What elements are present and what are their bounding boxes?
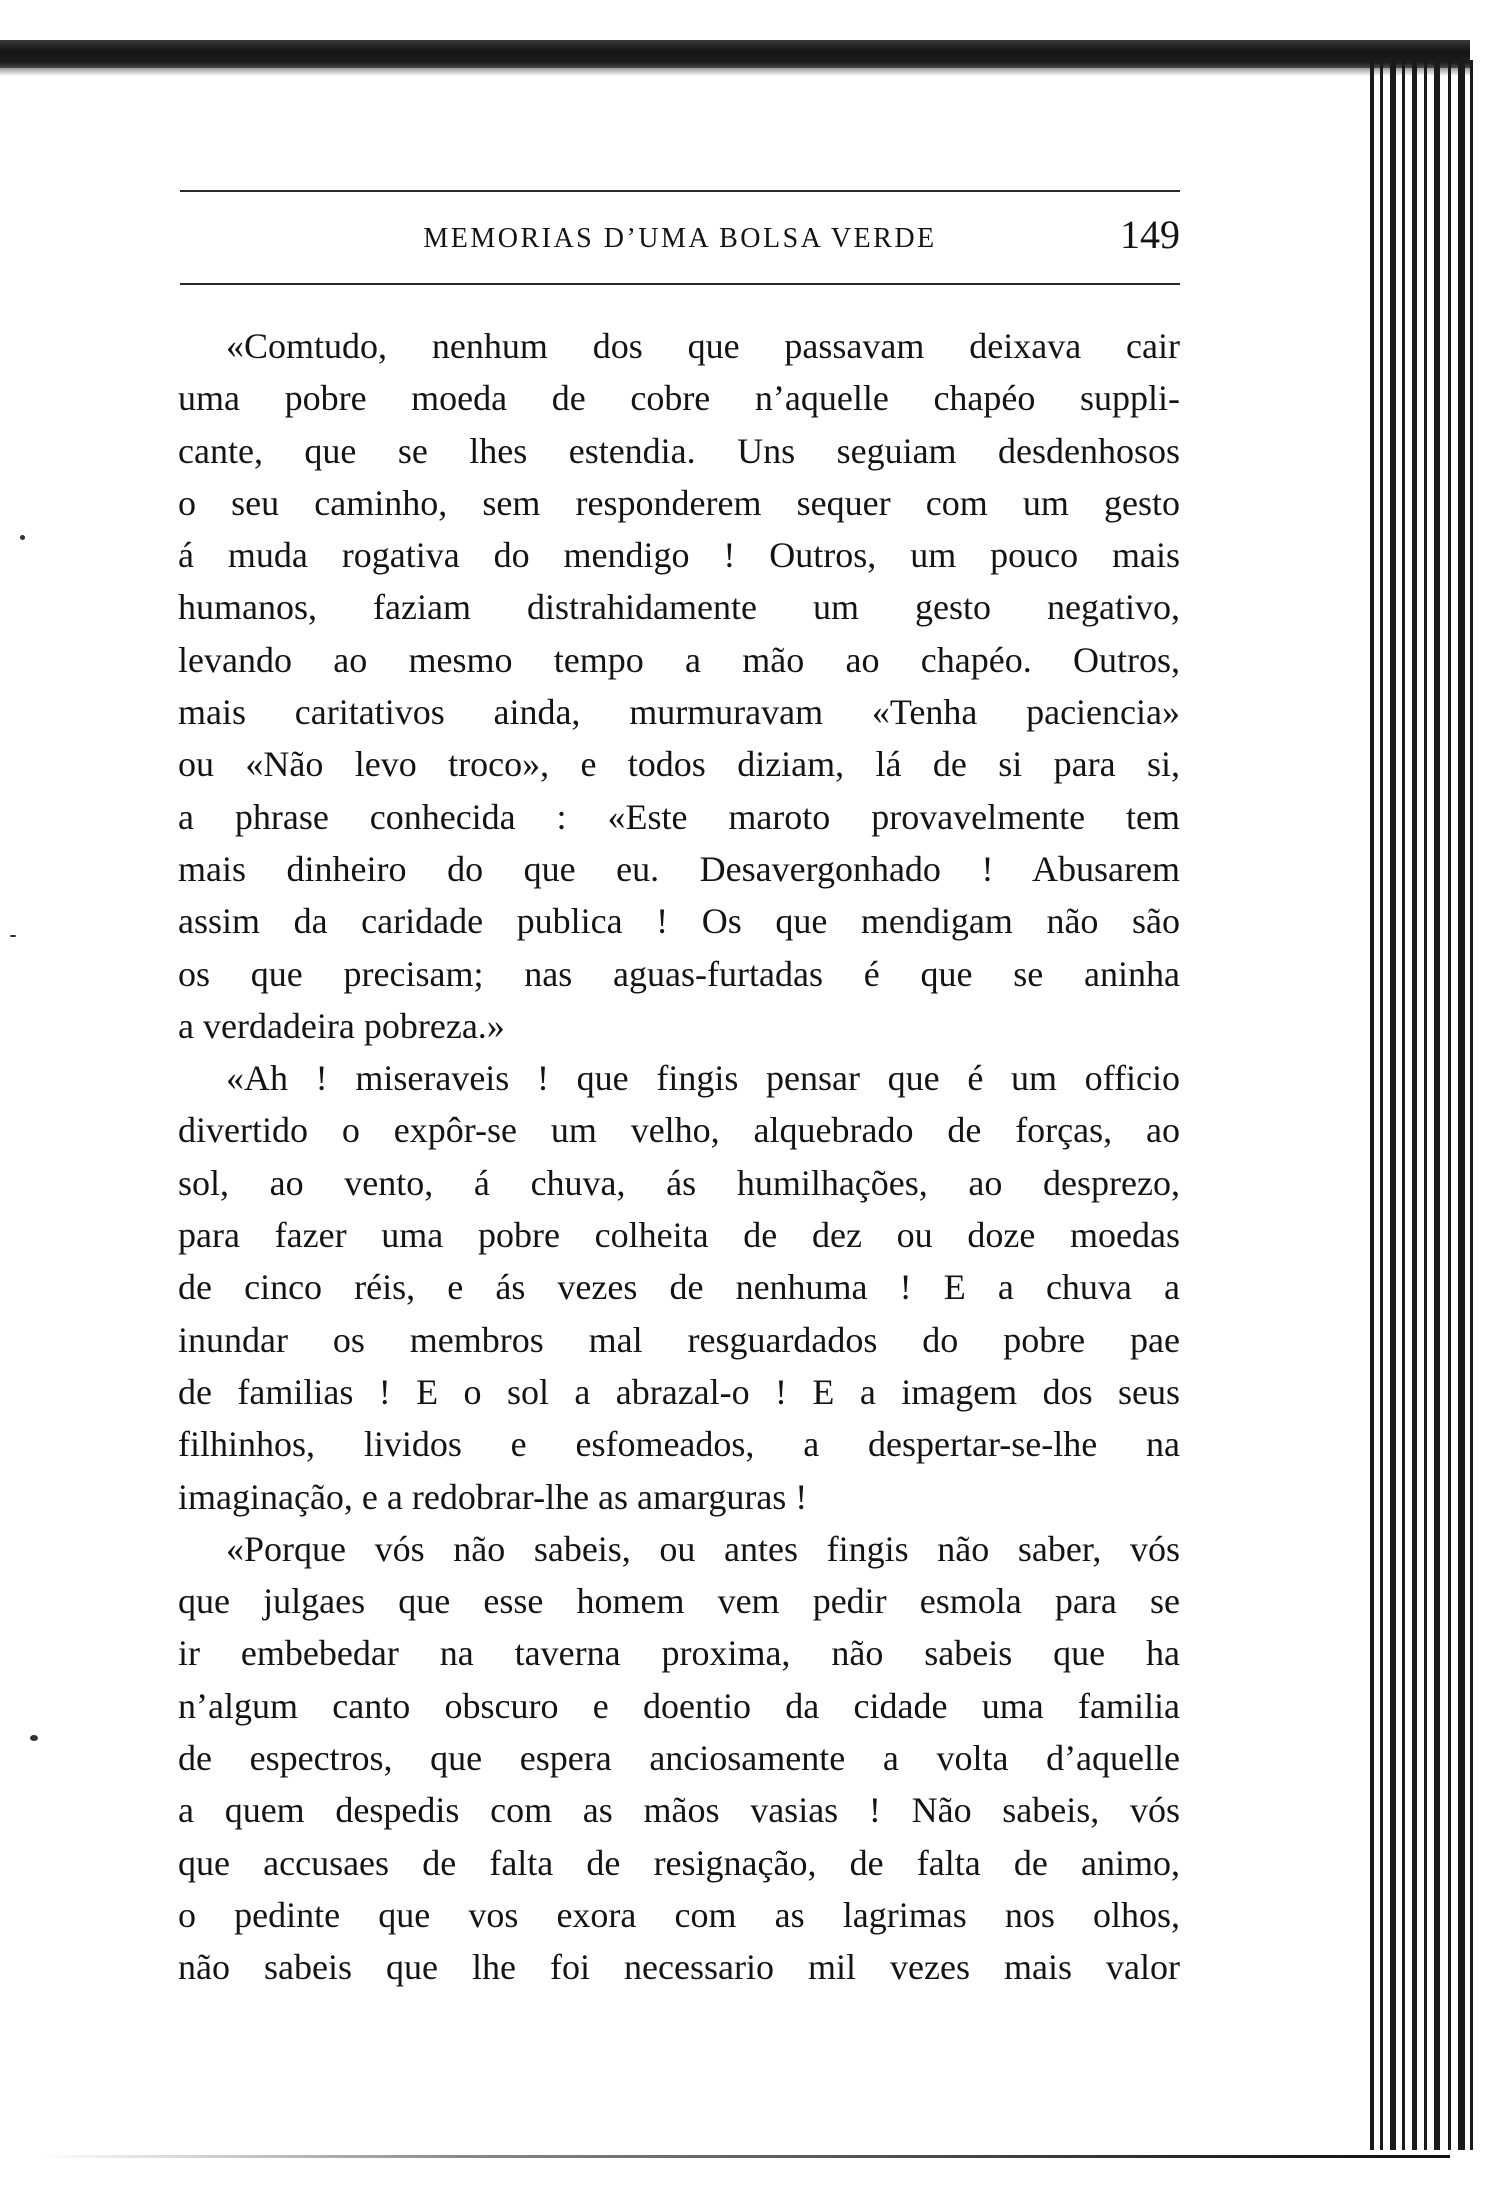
text-line: não sabeis que lhe foi necessario mil vezes mais valor — [178, 1947, 1180, 1988]
text-line: de familias ! E o sol a abrazal-o ! E a imagem dos seus — [178, 1371, 1180, 1412]
text-line: a verdadeira pobreza.» — [178, 1005, 505, 1046]
text-line: «Ah ! miseraveis ! que fingis pensar que é um officio — [226, 1058, 1180, 1099]
scan-speck — [30, 1735, 38, 1741]
header-rule-top — [180, 190, 1180, 192]
text-line: humanos, faziam distrahidamente um gesto negativo, — [178, 587, 1180, 628]
text-line: de cinco réis, e ás vezes de nenhuma ! E a chuva a — [178, 1267, 1180, 1308]
running-head — [180, 205, 1180, 275]
text-line: para fazer uma pobre colheita de dez ou doze moedas — [178, 1215, 1180, 1256]
text-line: uma pobre moeda de cobre n’aquelle chapéo suppli- — [178, 378, 1180, 419]
text-line: o pedinte que vos exora com as lagrimas nos olhos, — [178, 1894, 1180, 1935]
scan-top-edge — [0, 40, 1470, 68]
text-line: que accusaes de falta de resignação, de falta de animo, — [178, 1842, 1180, 1883]
text-line: ou «Não levo troco», e todos diziam, lá de si para si, — [178, 744, 1180, 785]
text-line: assim da caridade publica ! Os que mendigam não são — [178, 901, 1180, 942]
text-line: o seu caminho, sem responderem sequer com um gesto — [178, 482, 1180, 523]
scan-top-shadow — [0, 68, 1470, 76]
text-line: «Porque vós não sabeis, ou antes fingis não saber, vós — [226, 1528, 1180, 1569]
text-line: a phrase conhecida : «Este maroto provavelmente tem — [178, 796, 1180, 837]
text-line: cante, que se lhes estendia. Uns seguiam desdenhosos — [178, 430, 1180, 471]
text-line: «Comtudo, nenhum dos que passavam deixava cair — [226, 326, 1180, 366]
scan-bottom-edge — [40, 2155, 1450, 2158]
text-line: mais caritativos ainda, murmuravam «Tenha paciencia» — [178, 692, 1180, 733]
text-line: de espectros, que espera anciosamente a volta d’aquelle — [178, 1738, 1180, 1779]
text-line: sol, ao vento, á chuva, ás humilhações, ao desprezo, — [178, 1162, 1180, 1203]
scan-speck — [10, 935, 16, 937]
scan-speck — [20, 535, 25, 540]
text-line: inundar os membros mal resguardados do pobre pae — [178, 1319, 1180, 1360]
text-line: filhinhos, lividos e esfomeados, a despertar-se-lhe na — [178, 1424, 1180, 1465]
book-page-edges — [1366, 60, 1478, 2150]
text-line: levando ao mesmo tempo a mão ao chapéo. Outros, — [178, 639, 1180, 680]
header-rule-bottom — [180, 283, 1180, 285]
running-title: MEMORIAS D’UMA BOLSA VERDE — [423, 223, 937, 254]
text-line: imaginação, e a redobrar-lhe as amarguras ! — [178, 1476, 808, 1517]
page-number: 149 — [1120, 212, 1180, 257]
text-line: os que precisam; nas aguas-furtadas é que se aninha — [178, 953, 1180, 994]
text-line: a quem despedis com as mãos vasias ! Não sabeis, vós — [178, 1790, 1180, 1831]
text-line: divertido o expôr-se um velho, alquebrado de forças, ao — [178, 1110, 1180, 1151]
text-line: á muda rogativa do mendigo ! Outros, um pouco mais — [178, 535, 1180, 576]
text-line: n’algum canto obscuro e doentio da cidade uma familia — [178, 1685, 1180, 1726]
text-line: que julgaes que esse homem vem pedir esmola para se — [178, 1581, 1180, 1622]
body-text — [178, 320, 1180, 1994]
text-line: ir embebedar na taverna proxima, não sabeis que ha — [178, 1633, 1180, 1674]
text-line: mais dinheiro do que eu. Desavergonhado ! Abusarem — [178, 848, 1180, 889]
